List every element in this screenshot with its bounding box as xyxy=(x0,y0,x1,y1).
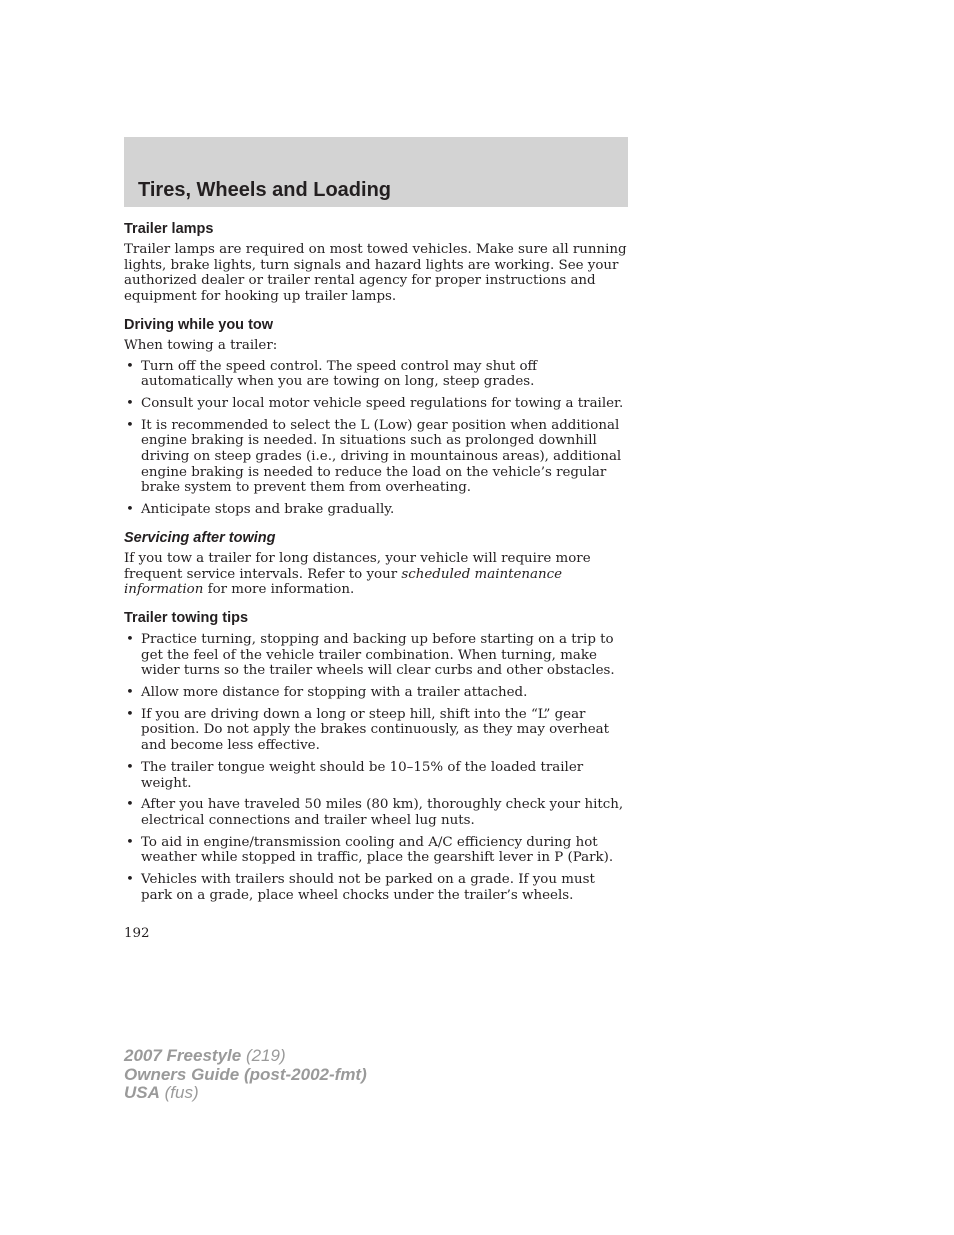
list-item xyxy=(124,396,630,412)
chapter-title: Tires, Wheels and Loading xyxy=(138,179,392,201)
list-item xyxy=(124,707,630,754)
section-trailer-towing-tips xyxy=(124,609,630,904)
bullet-icon: • xyxy=(126,834,134,850)
section-header-band xyxy=(124,137,628,207)
footer-code: (fus) xyxy=(164,1083,199,1102)
list-item-text: The trailer tongue weight should be 10–15% of the loaded trailer weight. xyxy=(141,759,584,791)
bullet-icon: • xyxy=(126,502,134,518)
section-driving-while-you-tow xyxy=(124,316,630,518)
page-number: 192 xyxy=(124,926,150,941)
list-item xyxy=(124,359,630,390)
list-item xyxy=(124,797,630,828)
list-item-text: To aid in engine/transmission cooling and A/C efficiency during hot weather while stopped in traffic, place the gearshift lever in P (Park). xyxy=(141,834,614,866)
paragraph xyxy=(124,551,630,598)
page-content xyxy=(124,220,630,915)
footer-guide: Owners Guide (post-2002-fmt) xyxy=(124,1064,367,1084)
bullet-icon: • xyxy=(126,358,134,374)
footer-model: 2007 Freestyle xyxy=(124,1046,242,1065)
document-footer xyxy=(124,1047,367,1103)
bullet-icon: • xyxy=(126,706,134,722)
list-item xyxy=(124,872,630,903)
paragraph-text: If you tow a trailer for long distances, your vehicle will require more frequent service intervals. Refer to your xyxy=(124,550,591,582)
paragraph: Trailer lamps are required on most towed vehicles. Make sure all running lights, brake lights, turn signals and hazard lights are working. See your authorized dealer or trailer rental agency for proper instructions and equipment for hooking up trailer lamps. xyxy=(124,242,627,305)
bullet-icon: • xyxy=(126,872,134,888)
list-item xyxy=(124,760,630,791)
footer-code: (219) xyxy=(245,1046,286,1065)
bullet-icon: • xyxy=(126,797,134,813)
list-item-text: Vehicles with trailers should not be parked on a grade. If you must park on a grade, place wheel chocks under the trailer’s wheels. xyxy=(141,872,595,903)
list-item xyxy=(124,632,630,679)
list-item-text: Allow more distance for stopping with a trailer attached. xyxy=(141,685,528,701)
section-heading: Trailer towing tips xyxy=(124,609,249,626)
footer-line xyxy=(124,1047,367,1066)
list-item-text: Consult your local motor vehicle speed regulations for towing a trailer. xyxy=(141,395,624,411)
paragraph: When towing a trailer: xyxy=(124,337,278,353)
bullet-list xyxy=(124,632,630,904)
section-servicing-after-towing xyxy=(124,529,630,598)
paragraph-text: for more information. xyxy=(203,582,355,598)
bullet-icon: • xyxy=(126,417,134,433)
section-heading: Driving while you tow xyxy=(124,316,274,333)
bullet-icon: • xyxy=(126,759,134,775)
maintenance-reference: scheduled maintenance information xyxy=(124,566,563,598)
list-item xyxy=(124,418,630,497)
section-trailer-lamps xyxy=(124,220,630,305)
section-heading: Servicing after towing xyxy=(124,529,276,546)
list-item-text: Anticipate stops and brake gradually. xyxy=(141,502,395,518)
bullet-icon: • xyxy=(126,685,134,701)
list-item-text: It is recommended to select the L (Low) gear position when additional engine braking is needed. In situations such as prolonged downhill driving on steep grades (i.e., driving in mountainous areas), additional engine braking is needed to reduce the load on the vehicle’s regular brake system to prevent them from overheating. xyxy=(141,417,622,496)
list-item-text: If you are driving down a long or steep hill, shift into the “L” gear position. Do not apply the brakes continuously, as they may overheat and become less effective. xyxy=(141,706,610,754)
bullet-icon: • xyxy=(126,395,134,411)
list-item-text: After you have traveled 50 miles (80 km), thoroughly check your hitch, electrical connections and trailer wheel lug nuts. xyxy=(141,797,624,828)
list-item xyxy=(124,685,630,701)
footer-line xyxy=(124,1084,367,1103)
footer-market: USA xyxy=(124,1083,160,1102)
bullet-list xyxy=(124,359,630,518)
list-item-text: Practice turning, stopping and backing up before starting on a trip to get the feel of the vehicle trailer combination. When turning, make wider turns so the trailer wheels will clear curbs and other obstacles. xyxy=(141,631,615,679)
list-item xyxy=(124,502,630,518)
bullet-icon: • xyxy=(126,631,134,647)
list-item-text: Turn off the speed control. The speed control may shut off automatically when you are towing on long, steep grades. xyxy=(141,358,538,390)
footer-line xyxy=(124,1066,367,1085)
section-heading: Trailer lamps xyxy=(124,221,214,237)
list-item xyxy=(124,835,630,866)
